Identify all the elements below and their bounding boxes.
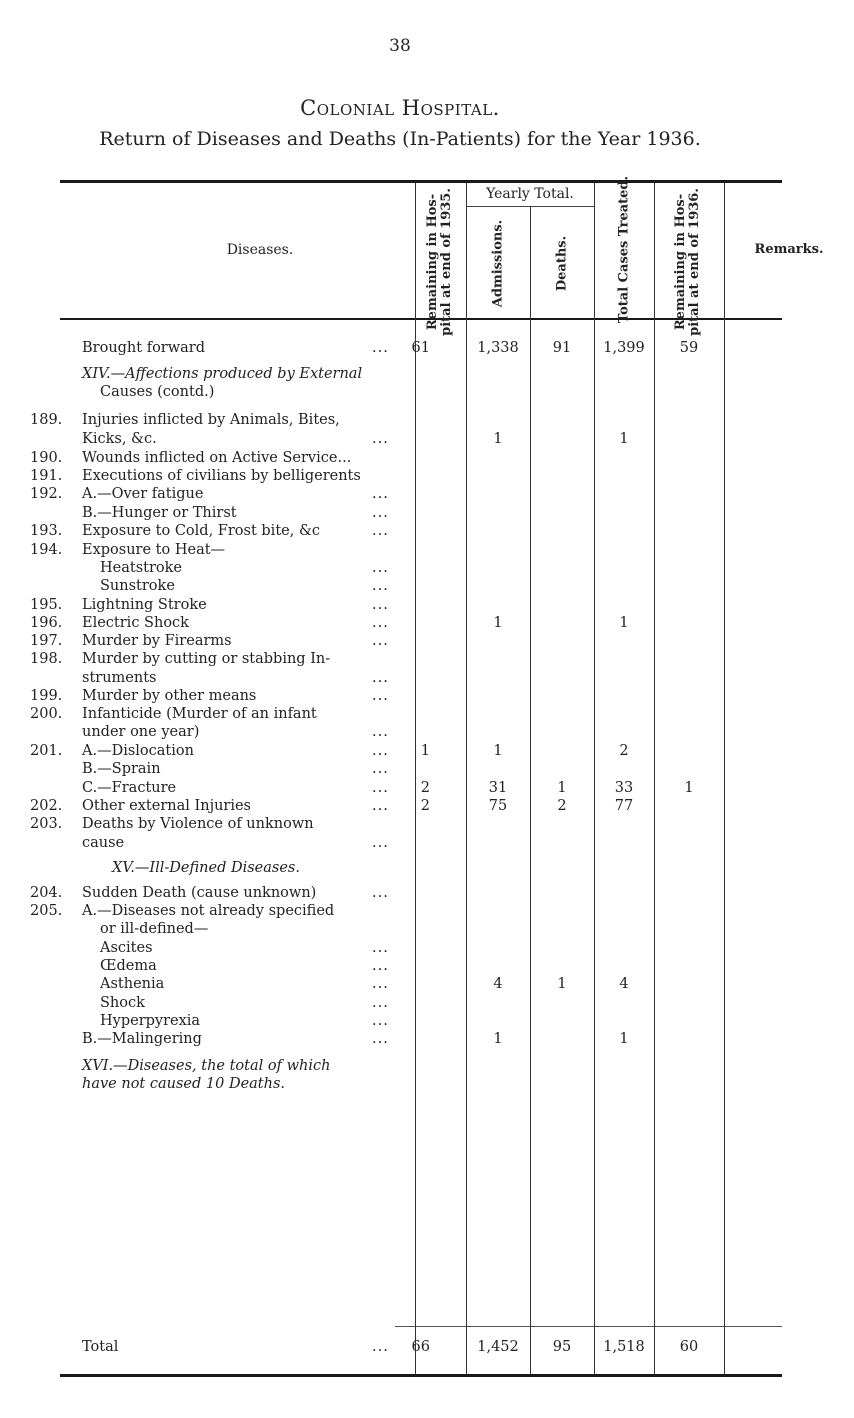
row-number: 202.	[30, 798, 63, 814]
header-yearly-total: Yearly Total.	[486, 186, 574, 202]
row-label: XV.—Ill-Defined Diseases.	[112, 860, 300, 876]
leader-dots: ...	[372, 940, 389, 956]
row-label: Shock	[100, 995, 145, 1011]
row-number: 192.	[30, 486, 63, 502]
cell-rem35: 1	[420, 743, 430, 759]
table-row	[30, 816, 795, 833]
row-number: 199.	[30, 688, 63, 704]
table-row	[30, 633, 795, 650]
row-label: Deaths by Violence of unknown	[82, 816, 314, 832]
table-row	[30, 597, 795, 614]
header-remarks: Remarks.	[754, 242, 824, 257]
row-label: Exposure to Heat—	[82, 542, 226, 558]
leader-dots: ...	[372, 743, 389, 759]
leader-dots: ...	[372, 688, 389, 704]
table-row	[30, 976, 795, 993]
table-row	[30, 523, 795, 540]
table-row	[30, 835, 795, 852]
row-label: A.—Diseases not already specified	[82, 903, 335, 919]
table-row	[30, 560, 795, 577]
leader-dots: ...	[372, 1013, 389, 1029]
leader-dots: ...	[372, 670, 389, 686]
row-label: Œdema	[100, 958, 157, 974]
row-label: XVI.—Diseases, the total of which	[82, 1058, 331, 1074]
row-label: Infanticide (Murder of an infant	[82, 706, 317, 722]
header-admissions: Admissions.	[490, 219, 506, 308]
row-label: A.—Over fatigue	[82, 486, 204, 502]
cell-total: 1,399	[603, 340, 645, 356]
leader-dots: ...	[372, 633, 389, 649]
row-number: 193.	[30, 523, 63, 539]
row-label: Ascites	[100, 940, 153, 956]
row-number: 197.	[30, 633, 63, 649]
table-row	[30, 468, 795, 485]
cell-total: 77	[614, 798, 634, 814]
row-number: 204.	[30, 885, 63, 901]
row-number: 191.	[30, 468, 63, 484]
cell-deaths: 1	[557, 780, 567, 796]
leader-dots: ...	[372, 560, 389, 576]
row-label: Heatstroke	[100, 560, 182, 576]
table-row	[30, 450, 795, 467]
table-bottom-rule	[60, 1374, 782, 1377]
row-number: 201.	[30, 743, 63, 759]
col-divider	[415, 183, 416, 1374]
table-row	[30, 921, 795, 938]
table-row	[30, 578, 795, 595]
cell-adm: 1,452	[477, 1339, 519, 1355]
table-row	[30, 885, 795, 902]
cell-rem35: 2	[420, 798, 430, 814]
cell-deaths: 1	[557, 976, 567, 992]
row-number: 205.	[30, 903, 63, 919]
cell-rem36: 60	[679, 1339, 699, 1355]
page-number: 38	[389, 36, 411, 56]
header-remaining-1935: Remaining in Hos- pital at end of 1935.	[425, 188, 454, 336]
row-label: Murder by other means	[82, 688, 257, 704]
col-divider	[594, 183, 595, 1374]
table-row	[30, 903, 795, 920]
cell-rem35: 61	[411, 340, 430, 356]
table-row	[30, 384, 795, 401]
cell-total: 1,518	[603, 1339, 645, 1355]
row-label: Kicks, &c.	[82, 431, 157, 447]
row-label: Injuries inflicted by Animals, Bites,	[82, 412, 340, 428]
table-row	[30, 1076, 795, 1093]
row-label: Brought forward	[82, 340, 206, 356]
cell-adm: 75	[488, 798, 508, 814]
row-label: Sunstroke	[100, 578, 175, 594]
table-row	[30, 505, 795, 522]
row-label: Other external Injuries	[82, 798, 251, 814]
row-label: Wounds inflicted on Active Service...	[82, 450, 352, 466]
cell-adm: 1,338	[477, 340, 519, 356]
cell-deaths: 95	[552, 1339, 572, 1355]
row-label: under one year)	[82, 724, 200, 740]
table-row	[30, 724, 795, 741]
row-label: Causes (contd.)	[100, 384, 215, 400]
cell-total: 1	[619, 431, 629, 447]
row-label: Hyperpyrexia	[100, 1013, 201, 1029]
table-row	[30, 761, 795, 778]
table-row	[30, 798, 795, 815]
row-number: 196.	[30, 615, 63, 631]
cell-adm: 1	[493, 1031, 503, 1047]
cell-rem36: 59	[679, 340, 699, 356]
header-total-cases: Total Cases Treated.	[616, 175, 632, 324]
row-number: 200.	[30, 706, 63, 722]
cell-deaths: 2	[557, 798, 567, 814]
row-label: Sudden Death (cause unknown)	[82, 885, 317, 901]
row-number: 190.	[30, 450, 63, 466]
row-number: 195.	[30, 597, 63, 613]
row-label: or ill-defined—	[100, 921, 209, 937]
leader-dots: ...	[372, 761, 389, 777]
leader-dots: ...	[372, 615, 389, 631]
table-row	[30, 940, 795, 957]
row-number: 194.	[30, 542, 63, 558]
table-row	[30, 366, 795, 383]
leader-dots: ...	[372, 1339, 389, 1355]
cell-adm: 1	[493, 743, 503, 759]
cell-rem35: 66	[411, 1339, 430, 1355]
table-row	[30, 780, 795, 797]
table-row	[30, 412, 795, 429]
leader-dots: ...	[372, 523, 389, 539]
header-diseases: Diseases.	[226, 242, 294, 258]
table-top-rule	[60, 180, 782, 183]
row-label: Murder by cutting or stabbing In-	[82, 651, 331, 667]
col-divider	[724, 183, 725, 1374]
leader-dots: ...	[372, 835, 389, 851]
cell-adm: 1	[493, 431, 503, 447]
table-row	[30, 706, 795, 723]
header-remaining-1936: Remaining in Hos- pital at end of 1936.	[673, 188, 702, 336]
row-label: have not caused 10 Deaths.	[82, 1076, 286, 1092]
table-row	[30, 431, 795, 448]
leader-dots: ...	[372, 1031, 389, 1047]
cell-total: 1	[619, 615, 629, 631]
leader-dots: ...	[372, 780, 389, 796]
row-number: 203.	[30, 816, 63, 832]
row-number: 198.	[30, 651, 63, 667]
table-row	[30, 1031, 795, 1048]
header-deaths: Deaths.	[554, 235, 570, 292]
row-label: Electric Shock	[82, 615, 189, 631]
row-label: Asthenia	[100, 976, 165, 992]
col-divider	[654, 183, 655, 1374]
table-row	[30, 670, 795, 687]
table-row	[30, 688, 795, 705]
row-label: Executions of civilians by belligerents	[82, 468, 361, 484]
leader-dots: ...	[372, 486, 389, 502]
cell-adm: 4	[493, 976, 503, 992]
row-label: Total	[82, 1339, 119, 1355]
row-label: struments	[82, 670, 157, 686]
cell-adm: 31	[488, 780, 508, 796]
leader-dots: ...	[372, 431, 389, 447]
cell-rem35: 2	[420, 780, 430, 796]
table-row	[30, 615, 795, 632]
row-label: B.—Sprain	[82, 761, 161, 777]
row-label: A.—Dislocation	[82, 743, 194, 759]
cell-adm: 1	[493, 615, 503, 631]
table-row	[30, 743, 795, 760]
table-row	[30, 860, 795, 877]
cell-deaths: 91	[552, 340, 572, 356]
row-label: cause	[82, 835, 125, 851]
leader-dots: ...	[372, 578, 389, 594]
row-label: C.—Fracture	[82, 780, 177, 796]
leader-dots: ...	[372, 995, 389, 1011]
table-row	[30, 1339, 795, 1356]
row-label: XIV.—Affections produced by External	[82, 366, 363, 382]
cell-total: 2	[619, 743, 629, 759]
row-label: Lightning Stroke	[82, 597, 207, 613]
row-number: 189.	[30, 412, 63, 428]
leader-dots: ...	[372, 724, 389, 740]
leader-dots: ...	[372, 597, 389, 613]
table-row	[30, 486, 795, 503]
table-row	[30, 542, 795, 559]
row-label: B.—Malingering	[82, 1031, 202, 1047]
leader-dots: ...	[372, 505, 389, 521]
cell-total: 33	[614, 780, 634, 796]
col-divider	[466, 183, 467, 1374]
table-row	[30, 1013, 795, 1030]
leader-dots: ...	[372, 340, 389, 356]
table-row	[30, 1058, 795, 1075]
page-subtitle: Return of Diseases and Deaths (In-Patients) for the Year 1936.	[99, 128, 701, 150]
table-row	[30, 958, 795, 975]
cell-total: 4	[619, 976, 629, 992]
table-row	[30, 651, 795, 668]
leader-dots: ...	[372, 958, 389, 974]
leader-dots: ...	[372, 976, 389, 992]
row-label: Murder by Firearms	[82, 633, 232, 649]
table-row	[30, 340, 795, 357]
cell-total: 1	[619, 1031, 629, 1047]
cell-rem36: 1	[684, 780, 694, 796]
page-title: Colonial Hospital.	[300, 96, 500, 120]
table-row	[30, 995, 795, 1012]
leader-dots: ...	[372, 885, 389, 901]
row-label: Exposure to Cold, Frost bite, &c	[82, 523, 320, 539]
row-label: B.—Hunger or Thirst	[82, 505, 237, 521]
leader-dots: ...	[372, 798, 389, 814]
